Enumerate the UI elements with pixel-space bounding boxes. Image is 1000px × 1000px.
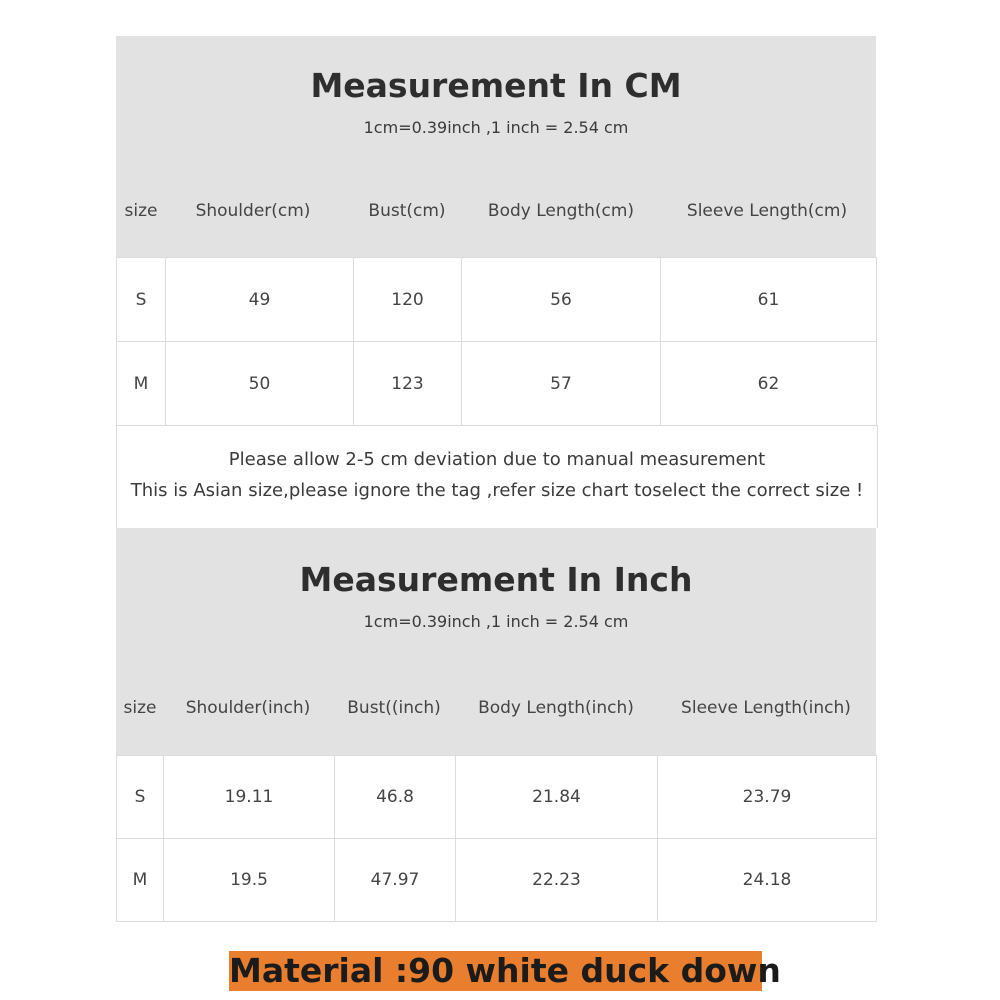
table-row [117,756,877,839]
inch-header-block [116,528,876,755]
inch-header-size: size [123,698,157,718]
inch-cell-size: S [117,756,164,839]
inch-size-table [116,755,877,922]
note-asian-size: This is Asian size,please ignore the tag ,refer size chart toselect the correct size ! [130,480,864,501]
cm-subtitle: 1cm=0.39inch ,1 inch = 2.54 cm [363,118,629,137]
cm-header-size: size [124,201,158,221]
table-row [117,342,877,426]
cm-title: Measurement In CM [310,66,682,105]
inch-header-bust: Bust((inch) [347,698,441,718]
inch-cell-body-length: 22.23 [456,839,658,922]
inch-header-shoulder: Shoulder(inch) [185,698,311,718]
cm-cell-shoulder: 49 [166,258,354,342]
cm-cell-body-length: 57 [462,342,661,426]
cm-header-shoulder: Shoulder(cm) [195,201,311,221]
cm-header-bust: Bust(cm) [368,201,446,221]
inch-cell-body-length: 21.84 [456,756,658,839]
cm-size-table [116,257,877,426]
cm-header-body-length: Body Length(cm) [487,201,635,221]
cm-header-sleeve-length: Sleeve Length(cm) [686,201,848,221]
inch-header-body-length: Body Length(inch) [478,698,634,718]
cm-cell-size: M [117,342,166,426]
material-label: Material :90 white duck down [229,951,781,990]
table-row [117,839,877,922]
inch-cell-bust: 47.97 [335,839,456,922]
table-row [117,258,877,342]
inch-cell-sleeve-length: 23.79 [658,756,877,839]
inch-cell-size: M [117,839,164,922]
cm-cell-shoulder: 50 [166,342,354,426]
inch-header-sleeve-length: Sleeve Length(inch) [681,698,851,718]
inch-title: Measurement In Inch [299,560,693,599]
cm-cell-sleeve-length: 61 [661,258,877,342]
note-deviation: Please allow 2-5 cm deviation due to manual measurement [228,449,766,470]
cm-cell-bust: 123 [354,342,462,426]
inch-cell-bust: 46.8 [335,756,456,839]
deviation-notes [116,425,878,528]
inch-subtitle: 1cm=0.39inch ,1 inch = 2.54 cm [363,612,629,631]
cm-header-block [116,36,876,257]
inch-cell-shoulder: 19.11 [164,756,335,839]
cm-cell-body-length: 56 [462,258,661,342]
inch-cell-sleeve-length: 24.18 [658,839,877,922]
inch-cell-shoulder: 19.5 [164,839,335,922]
cm-cell-bust: 120 [354,258,462,342]
cm-cell-size: S [117,258,166,342]
cm-cell-sleeve-length: 62 [661,342,877,426]
